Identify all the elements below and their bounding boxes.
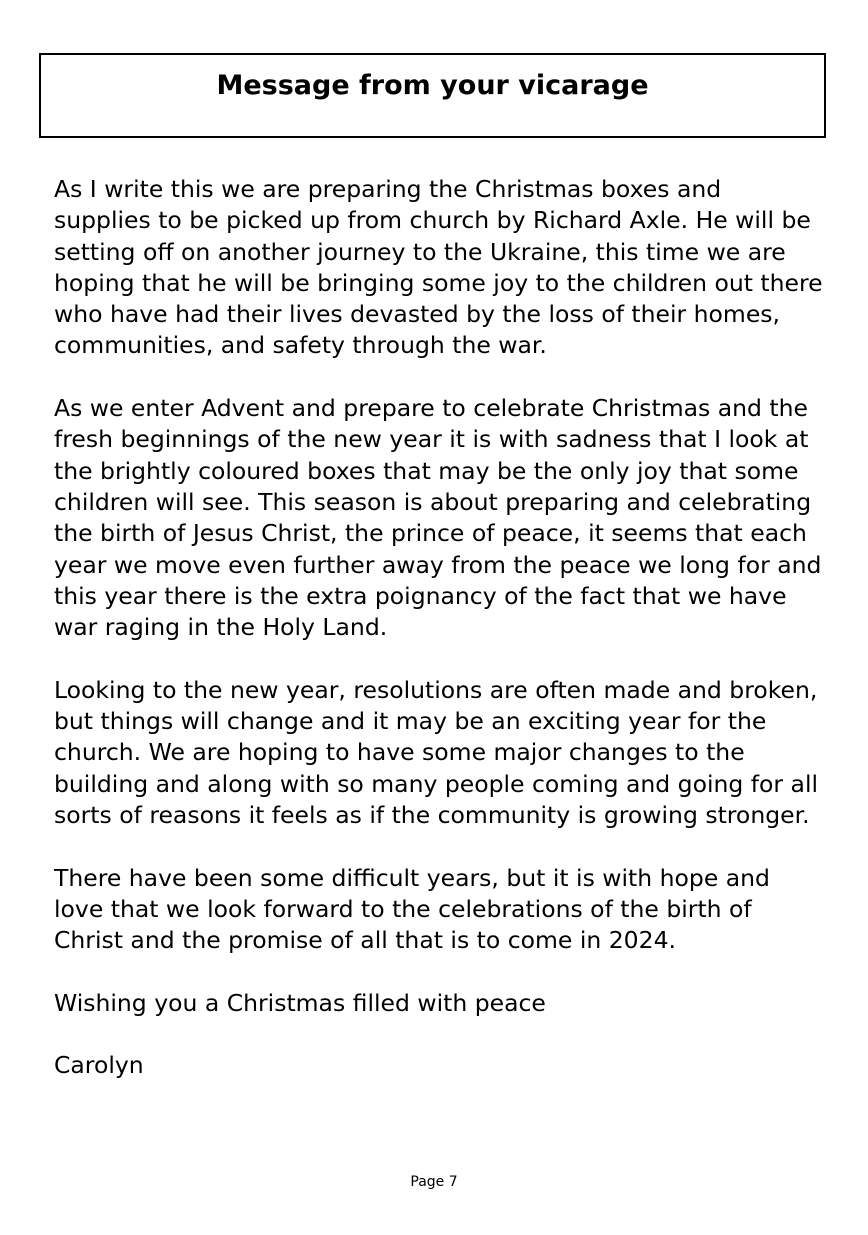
page-number: Page 7 <box>410 1174 458 1190</box>
page-title: Message from your vicarage <box>216 70 649 101</box>
paragraph-hope: There have been some difficult years, but it is with hope and love that we look forward to the celebrations of the birth of Christ and the promise of all that is to come in 2024. <box>54 863 770 955</box>
closing-wish: Wishing you a Christmas filled with peace <box>54 988 546 1017</box>
signature-name: Carolyn <box>54 1051 144 1080</box>
paragraph-new-year: Looking to the new year, resolutions are often made and broken, but things will change and it may be an exciting year for the church. We are hoping to have some major changes to the building and along with so many people coming and going for all sorts of reasons it feels as if the community is growing stronger. <box>54 675 819 829</box>
paragraph-christmas-boxes: As I write this we are preparing the Christmas boxes and supplies to be picked up from church by Richard Axle. He will be setting off on another journey to the Ukraine, this time we are hoping that he will be bringing some joy to the children out there who have had their lives devasted by the loss of their homes, communities, and safety through the war. <box>54 175 823 360</box>
article-body <box>54 174 824 1082</box>
title-box <box>39 53 826 138</box>
paragraph-advent: As we enter Advent and prepare to celebrate Christmas and the fresh beginnings of the new year it is with sadness that I look at the brightly coloured boxes that may be the only joy that some children will see. This season is about preparing and celebrating the birth of Jesus Christ, the prince of peace, it seems that each year we move even further away from the peace we long for and this year there is the extra poignancy of the fact that we have war raging in the Holy Land. <box>54 394 822 642</box>
